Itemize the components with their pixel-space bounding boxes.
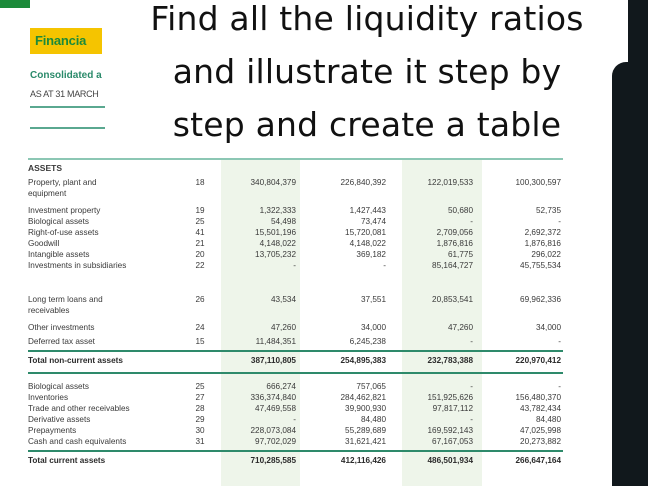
section-heading xyxy=(28,163,563,174)
row-value: 220,970,412 xyxy=(515,356,561,365)
row-value: - xyxy=(470,337,473,346)
row-label: Long term loans and receivables xyxy=(28,295,103,315)
row-value: 757,065 xyxy=(356,382,386,391)
table-row xyxy=(28,249,563,260)
row-label: Deferred tax asset xyxy=(28,337,95,346)
table-row xyxy=(28,205,563,216)
row-value: 39,900,930 xyxy=(345,404,386,413)
row-note: 28 xyxy=(195,404,205,413)
row-note: 25 xyxy=(195,382,205,391)
table-row xyxy=(28,425,563,436)
row-note: 41 xyxy=(195,228,205,237)
row-value: 266,647,164 xyxy=(515,456,561,465)
table-row xyxy=(28,177,563,199)
row-value: 34,000 xyxy=(535,323,561,332)
row-value: 122,019,533 xyxy=(427,178,473,187)
total-non-current-row xyxy=(28,355,563,366)
row-note: 24 xyxy=(195,323,205,332)
row-value: 486,501,934 xyxy=(427,456,473,465)
row-value: 666,274 xyxy=(266,382,296,391)
table-row xyxy=(28,336,563,347)
table-row xyxy=(28,403,563,414)
row-value: 69,962,336 xyxy=(520,295,561,304)
row-value: - xyxy=(470,217,473,226)
row-value: - xyxy=(293,261,296,270)
row-value: 151,925,626 xyxy=(427,393,473,402)
row-value: 84,480 xyxy=(360,415,386,424)
row-label: Inventories xyxy=(28,393,69,402)
row-value: 37,551 xyxy=(360,295,386,304)
row-value: 11,484,351 xyxy=(255,337,296,346)
row-value: 412,116,426 xyxy=(340,456,386,465)
subtotal-rule xyxy=(28,372,563,374)
table-row xyxy=(28,260,563,271)
row-value: 100,300,597 xyxy=(515,178,561,187)
row-value: 156,480,370 xyxy=(515,393,561,402)
row-value: 1,876,816 xyxy=(524,239,561,248)
subtotal-rule xyxy=(28,450,563,452)
row-label: Biological assets xyxy=(28,382,89,391)
row-value: - xyxy=(470,415,473,424)
row-value: 1,427,443 xyxy=(349,206,386,215)
row-label: Total non-current assets xyxy=(28,356,123,365)
total-current-row xyxy=(28,455,563,466)
row-label: Intangible assets xyxy=(28,250,90,259)
table-row xyxy=(28,227,563,238)
row-label: Property, plant and equipment xyxy=(28,178,97,198)
row-value: 34,000 xyxy=(360,323,386,332)
row-note: 31 xyxy=(195,437,205,446)
statement-subtitle: Consolidated a xyxy=(30,70,102,81)
row-value: 55,289,689 xyxy=(345,426,386,435)
row-value: 4,148,022 xyxy=(349,239,386,248)
row-value: 2,692,372 xyxy=(524,228,561,237)
row-value: 97,817,112 xyxy=(432,404,473,413)
row-note: 18 xyxy=(195,178,205,187)
row-label: Prepayments xyxy=(28,426,77,435)
row-value: 31,621,421 xyxy=(345,437,386,446)
row-value: 43,534 xyxy=(270,295,296,304)
row-value: - xyxy=(558,337,561,346)
row-note: 30 xyxy=(195,426,205,435)
dark-background xyxy=(612,62,648,486)
row-value: 50,680 xyxy=(447,206,473,215)
row-note: 29 xyxy=(195,415,205,424)
row-note: 25 xyxy=(195,217,205,226)
row-value: 336,374,840 xyxy=(250,393,296,402)
row-value: 284,462,821 xyxy=(340,393,386,402)
row-value: 43,782,434 xyxy=(520,404,561,413)
row-value: 2,709,056 xyxy=(436,228,473,237)
row-value: 232,783,388 xyxy=(427,356,473,365)
row-value: 45,755,534 xyxy=(520,261,561,270)
row-label: Trade and other receivables xyxy=(28,404,130,413)
table-row xyxy=(28,392,563,403)
row-note: 19 xyxy=(195,206,205,215)
row-value: 67,167,053 xyxy=(432,437,473,446)
subtotal-rule xyxy=(28,350,563,352)
row-label: Derivative assets xyxy=(28,415,91,424)
table-row xyxy=(28,414,563,425)
statement-date: AS AT 31 MARCH xyxy=(30,89,99,99)
row-value: 13,705,232 xyxy=(255,250,296,259)
question-line: step and create a table xyxy=(172,105,562,144)
row-label: Total current assets xyxy=(28,456,106,465)
row-value: 47,025,998 xyxy=(520,426,561,435)
table-row xyxy=(28,238,563,249)
row-label: Investment property xyxy=(28,206,101,215)
row-value: 387,110,805 xyxy=(250,356,296,365)
row-value: 54,498 xyxy=(270,217,296,226)
table-row xyxy=(28,436,563,447)
question-line: and illustrate it step by xyxy=(172,52,562,91)
table-row xyxy=(28,381,563,392)
question-line: Find all the liquidity ratios xyxy=(150,0,584,38)
row-value: - xyxy=(558,382,561,391)
row-note: 21 xyxy=(195,239,205,248)
table-row xyxy=(28,294,563,316)
row-value: - xyxy=(470,382,473,391)
row-value: 73,474 xyxy=(360,217,386,226)
row-label: Other investments xyxy=(28,323,95,332)
row-value: 254,895,383 xyxy=(340,356,386,365)
row-value: 84,480 xyxy=(535,415,561,424)
row-note: 26 xyxy=(195,295,205,304)
row-label: Biological assets xyxy=(28,217,89,226)
row-value: 20,273,882 xyxy=(520,437,561,446)
section-heading-label: ASSETS xyxy=(28,163,63,173)
row-value: 15,501,196 xyxy=(255,228,296,237)
row-value: 4,148,022 xyxy=(259,239,296,248)
row-value: 61,775 xyxy=(447,250,473,259)
section-badge-text: Financia xyxy=(35,33,87,48)
row-value: 296,022 xyxy=(531,250,561,259)
row-value: 228,073,084 xyxy=(250,426,296,435)
row-value: 1,322,333 xyxy=(259,206,296,215)
row-value: 47,260 xyxy=(447,323,473,332)
row-label: Right-of-use assets xyxy=(28,228,99,237)
row-label: Goodwill xyxy=(28,239,60,248)
row-value: - xyxy=(558,217,561,226)
row-value: 85,164,727 xyxy=(432,261,473,270)
row-value: 15,720,081 xyxy=(345,228,386,237)
row-note: 27 xyxy=(195,393,205,402)
row-value: 226,840,392 xyxy=(340,178,386,187)
row-value: 20,853,541 xyxy=(432,295,473,304)
row-label: Investments in subsidiaries xyxy=(28,261,127,270)
row-value: 47,260 xyxy=(270,323,296,332)
row-note: 15 xyxy=(195,337,205,346)
row-value: 47,469,558 xyxy=(255,404,296,413)
row-value: 97,702,029 xyxy=(255,437,296,446)
row-value: 169,592,143 xyxy=(427,426,473,435)
row-note: 20 xyxy=(195,250,205,259)
row-value: - xyxy=(293,415,296,424)
table-row xyxy=(28,216,563,227)
row-value: 1,876,816 xyxy=(436,239,473,248)
row-value: 6,245,238 xyxy=(349,337,386,346)
row-value: 369,182 xyxy=(356,250,386,259)
dark-background xyxy=(628,0,648,70)
row-value: - xyxy=(383,261,386,270)
row-value: 52,735 xyxy=(535,206,561,215)
row-value: 710,285,585 xyxy=(250,456,296,465)
table-row xyxy=(28,322,563,333)
row-value: 340,804,379 xyxy=(250,178,296,187)
row-label: Cash and cash equivalents xyxy=(28,437,127,446)
row-note: 22 xyxy=(195,261,205,270)
